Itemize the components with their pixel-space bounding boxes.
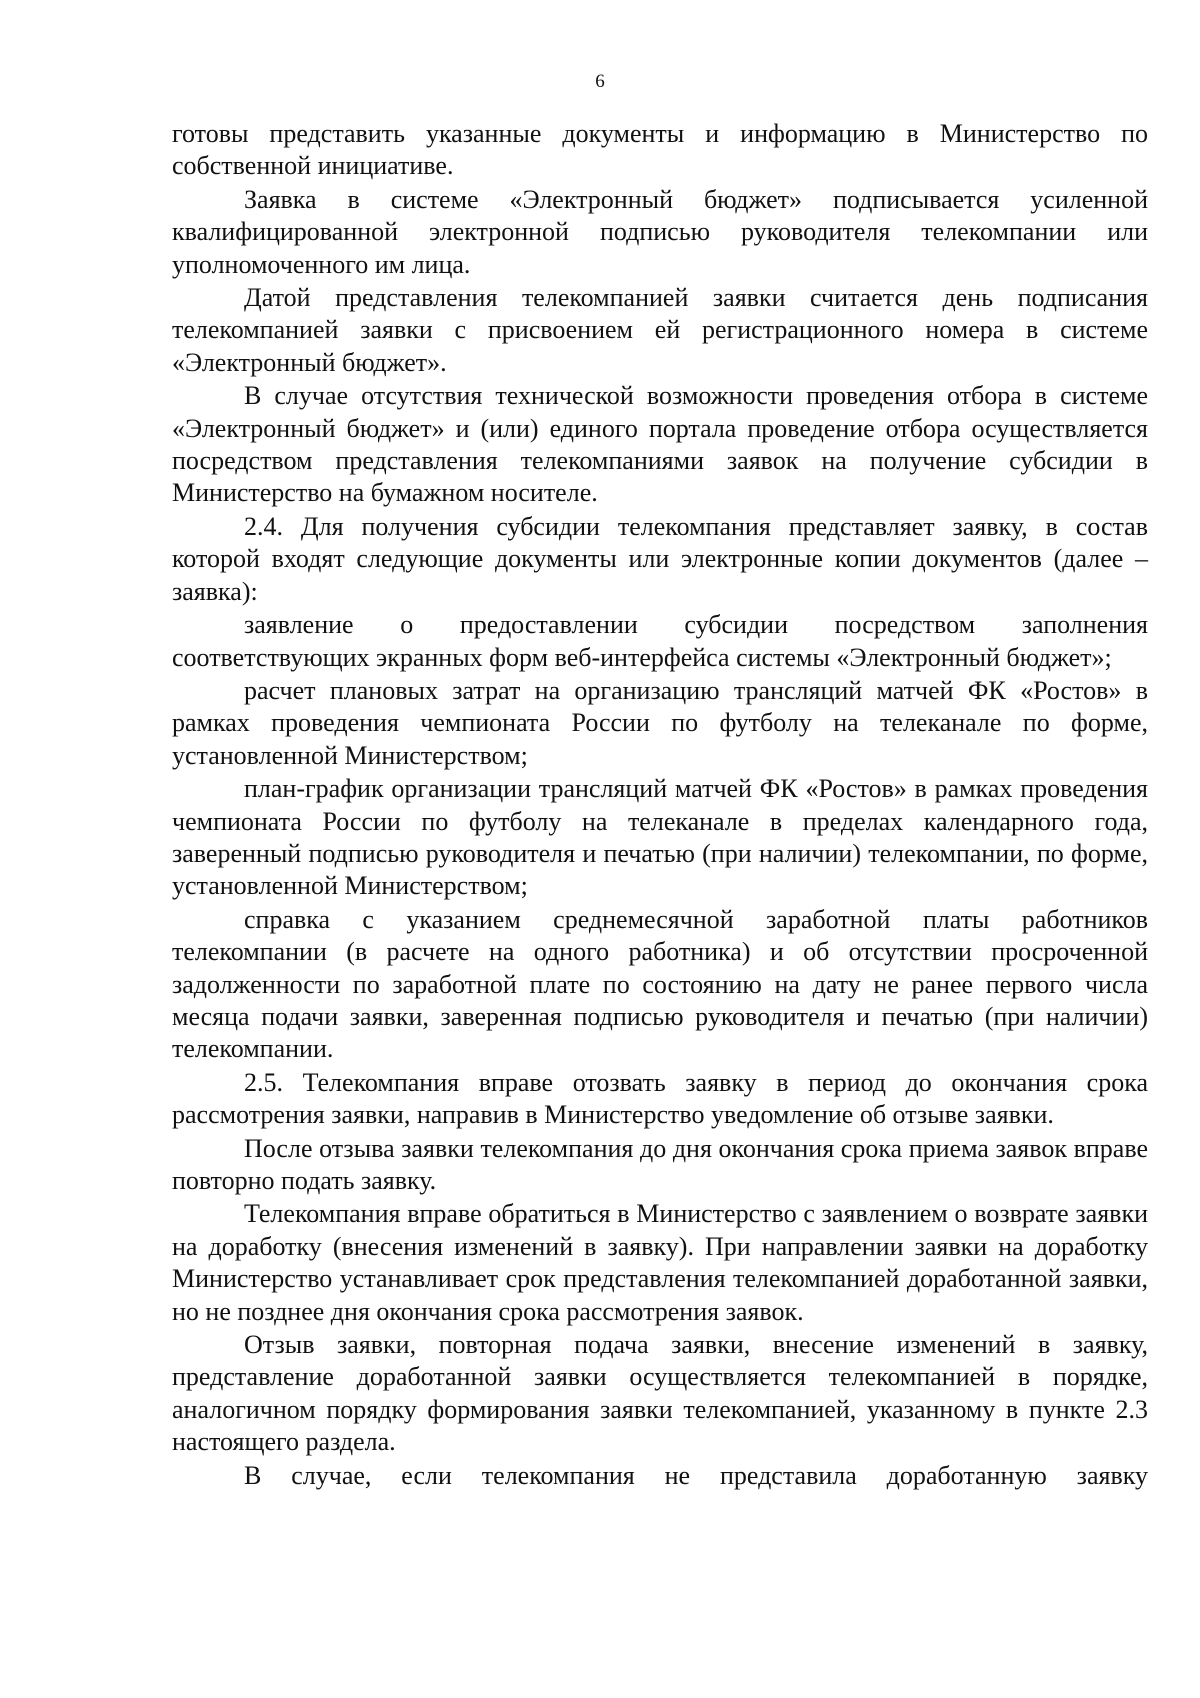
page-number: 6 bbox=[595, 71, 605, 92]
paragraph: Отзыв заявки, повторная подача заявки, внесение изменений в заявку, представление доработанной заявки осуществляется телекомпанией в порядке, аналогичном порядку формирования заявки телекомпанией, указанному в пункте 2.3 настоящего раздела. bbox=[172, 1330, 1148, 1457]
paragraph: готовы представить указанные документы и информацию в Министерство по собственной инициативе. bbox=[172, 119, 1148, 181]
paragraph: расчет плановых затрат на организацию трансляций матчей ФК «Ростов» в рамках проведения чемпионата России по футболу на телеканале по форме, установленной Министерством; bbox=[172, 675, 1148, 770]
paragraph: план-график организации трансляций матчей ФК «Ростов» в рамках проведения чемпионата России по футболу на телеканале в пределах календарного года, заверенный подписью руководителя и печатью (при наличии) телекомпании, по форме, установленной Министерством; bbox=[172, 774, 1148, 901]
paragraph: 2.4. Для получения субсидии телекомпания представляет заявку, в состав которой входят следующие документы или электронные копии документов (далее – заявка): bbox=[172, 511, 1148, 606]
paragraph: Датой представления телекомпанией заявки считается день подписания телекомпанией заявки с присвоением ей регистрационного номера в системе «Электронный бюджет». bbox=[172, 283, 1148, 377]
paragraph: После отзыва заявки телекомпания до дня окончания срока приема заявок вправе повторно подать заявку. bbox=[172, 1133, 1148, 1195]
paragraph: справка с указанием среднемесячной заработной платы работников телекомпании (в расчете на одного работника) и об отсутствии просроченной задолженности по заработной плате по состоянию на дату не ранее первого числа месяца подачи заявки, заверенная подписью руководителя и печатью (при наличии) телекомпании. bbox=[172, 904, 1148, 1064]
paragraph: В случае отсутствия технической возможности проведения отбора в системе «Электронный бюджет» и (или) единого портала проведение отбора осуществляется посредством представления телекомпаниями заявок на получение субсидии в Министерство на бумажном носителе. bbox=[172, 381, 1148, 508]
paragraph: В случае, если телекомпания не представила доработанную заявку bbox=[244, 1460, 1148, 1490]
document-body bbox=[172, 118, 1148, 1493]
paragraph: заявление о предоставлении субсидии посредством заполнения соответствующих экранных форм веб-интерфейса системы «Электронный бюджет»; bbox=[172, 610, 1148, 672]
paragraph: Заявка в системе «Электронный бюджет» подписывается усиленной квалифицированной электронной подписью руководителя телекомпании или уполномоченного им лица. bbox=[172, 184, 1148, 279]
paragraph: 2.5. Телекомпания вправе отозвать заявку в период до окончания срока рассмотрения заявки, направив в Министерство уведомление об отзыве заявки. bbox=[172, 1067, 1148, 1130]
paragraph: Телекомпания вправе обратиться в Министерство с заявлением о возврате заявки на доработку (внесения изменений в заявку). При направлении заявки на доработку Министерство устанавливает срок представления телекомпанией доработанной заявки, но не позднее дня окончания срока рассмотрения заявок. bbox=[172, 1199, 1148, 1326]
